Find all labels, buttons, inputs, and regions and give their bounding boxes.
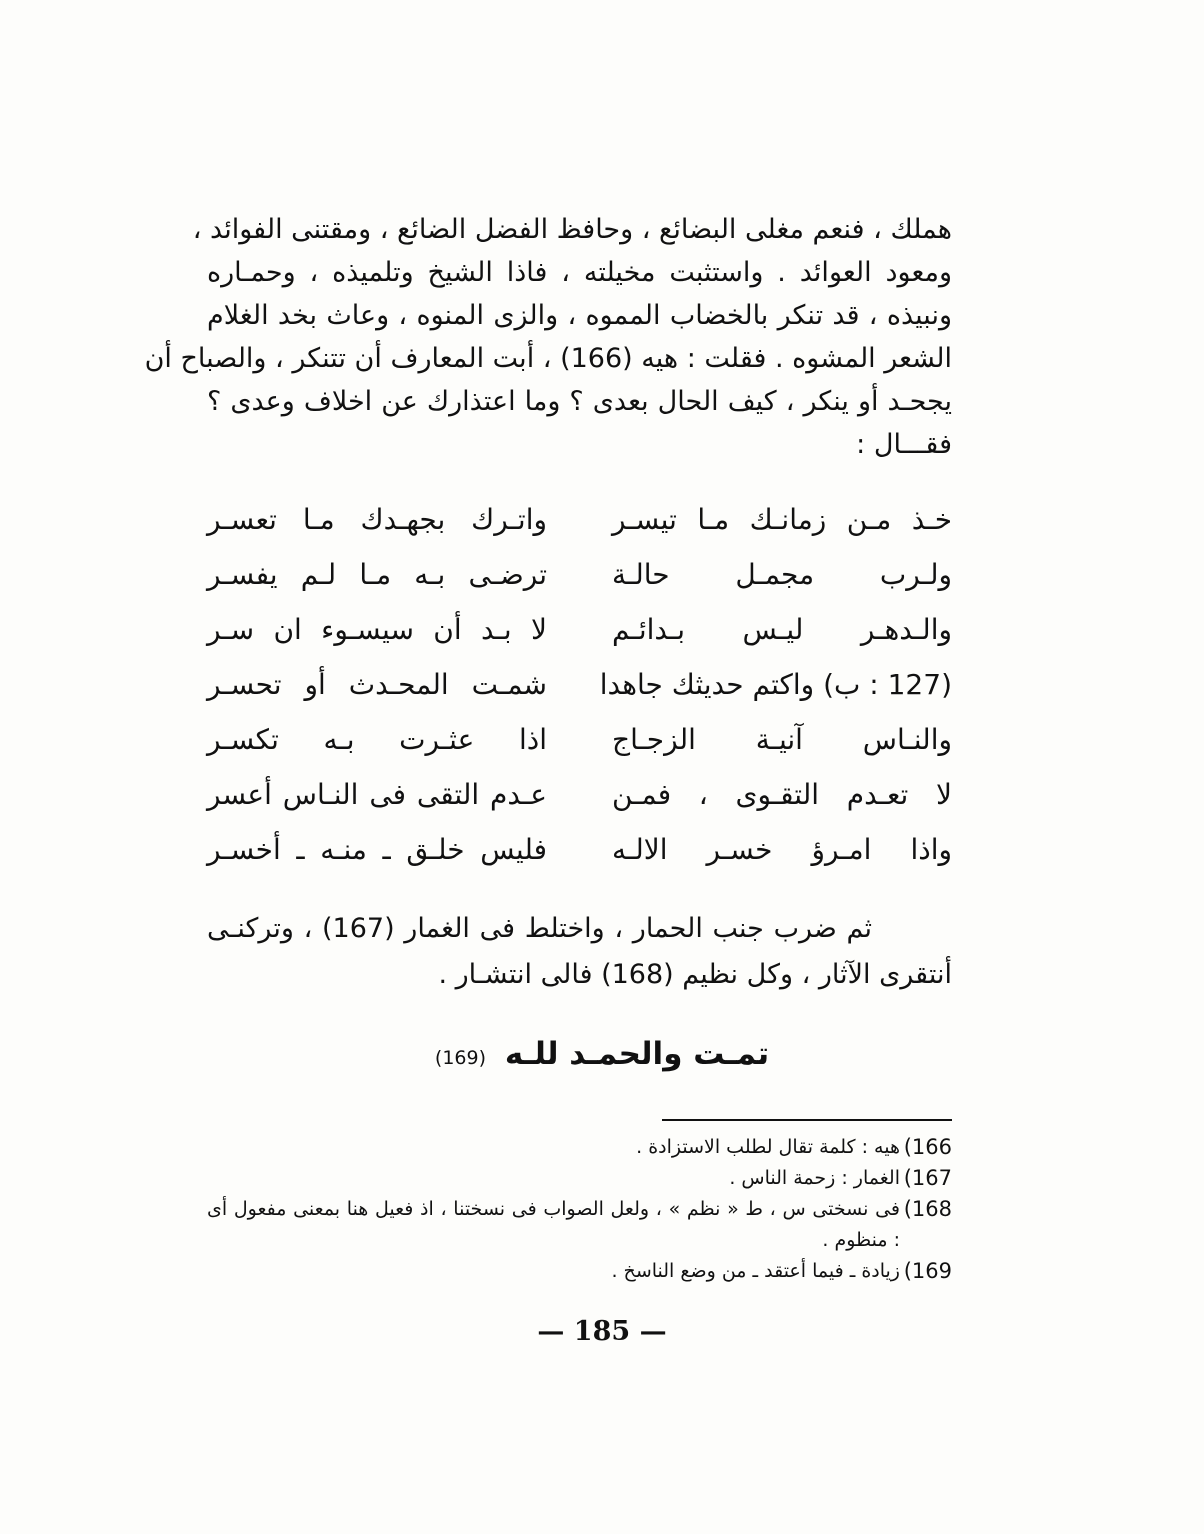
- footnotes: [207, 1132, 952, 1287]
- closing-paragraph: [207, 906, 952, 998]
- verse-second-hemistich: شمـت المحـدث أو تحسـر: [207, 668, 547, 701]
- footnote-separator: [662, 1119, 952, 1121]
- verse-second-hemistich: ترضـى بـه مـا لـم يفسـر: [207, 558, 547, 591]
- poem-verse: [207, 717, 952, 772]
- verse-first-hemistich: والـدهـر ليـس بـدائـم: [612, 613, 952, 646]
- verse-second-hemistich: عـدم التقى فى النـاس أعسر: [207, 778, 547, 811]
- closing-line: أنتقرى الآثار ، وكل نظيم (168) فالى انتشـار .: [438, 959, 952, 990]
- verse-first-hemistich: خـذ مـن زمانـك مـا تيسـر: [612, 503, 952, 536]
- poem-verse: [207, 552, 952, 607]
- footnote-text: الغمار : زحمة الناس .: [729, 1167, 900, 1189]
- footnote: [207, 1163, 952, 1194]
- footnote-text: زيادة ـ فيما أعتقد ـ من وضع الناسخ .: [611, 1260, 900, 1282]
- footnote-text: هيه : كلمة تقال لطلب الاستزادة .: [636, 1136, 900, 1158]
- verse-second-hemistich: واتـرك بجهـدك مـا تعسـر: [207, 503, 547, 536]
- prose-line: هملك ، فنعم مغلى البضائع ، وحافظ الفضل الضائع ، ومقتنى الفوائد ،: [192, 214, 952, 245]
- prose-line: ونبيذه ، قد تنكر بالخضاب المموه ، والزى المنوه ، وعاث بخد الغلام: [207, 300, 952, 331]
- verse-second-hemistich: فليس خلـق ـ منـه ـ أخسـر: [207, 833, 547, 866]
- prose-line: الشعر المشوه . فقلت : هيه (166) ، أبت المعارف أن تتنكر ، والصباح أن: [144, 343, 952, 374]
- verse-second-hemistich: لا بـد أن سيسـوء ان سـر: [207, 613, 547, 646]
- footnote-number: 166): [903, 1135, 952, 1159]
- colophon: [0, 1034, 1204, 1078]
- prose-line: ومعود العوائد . واستثبت مخيلته ، فاذا الشيخ وتلميذه ، وحمـاره: [207, 257, 952, 288]
- footnote: [207, 1194, 952, 1256]
- closing-line: ثم ضرب جنب الحمار ، واختلط فى الغمار (167) ، وتركنـى: [207, 913, 872, 944]
- poem-verse: [207, 607, 952, 662]
- prose-line: فقـــال :: [856, 429, 952, 460]
- footnote-number: 168): [903, 1197, 952, 1221]
- prose-line: يجحـد أو ينكر ، كيف الحال بعدى ؟ وما اعتذارك عن اخلاف وعدى ؟: [207, 386, 952, 417]
- verse-first-hemistich: والنـاس آنيـة الزجـاج: [612, 723, 952, 756]
- colophon-footnote-ref: (169): [434, 1047, 487, 1069]
- poem: [207, 497, 952, 882]
- verse-second-hemistich: اذا عثـرت بـه تكسـر: [207, 723, 547, 756]
- prose-paragraph: [144, 208, 952, 466]
- poem-verse: [207, 827, 952, 882]
- footnote-text: فى نسختى س ، ط « نظم » ، ولعل الصواب فى نسختنا ، اذ فعيل هنا بمعنى مفعول أى : منظوم .: [207, 1198, 900, 1251]
- verse-first-hemistich: لا تعـدم التقـوى ، فمـن: [612, 778, 952, 811]
- poem-verse: [207, 662, 952, 717]
- footnote-number: 167): [903, 1166, 952, 1190]
- poem-verse: [207, 772, 952, 827]
- footnote: [207, 1256, 952, 1287]
- colophon-text: تمـت والحمـد للـه: [504, 1036, 770, 1072]
- footnote: [207, 1132, 952, 1163]
- verse-first-hemistich: ولـرب مجمـل حالـة: [612, 558, 952, 591]
- poem-verse: [207, 497, 952, 552]
- page-number: — 185 —: [537, 1316, 667, 1347]
- verse-first-hemistich: واذا امـرؤ خسـر الالـه: [612, 833, 952, 866]
- verse-first-hemistich: (127 : ب) واكتم حديثك جاهدا: [599, 668, 952, 701]
- footnote-number: 169): [903, 1259, 952, 1283]
